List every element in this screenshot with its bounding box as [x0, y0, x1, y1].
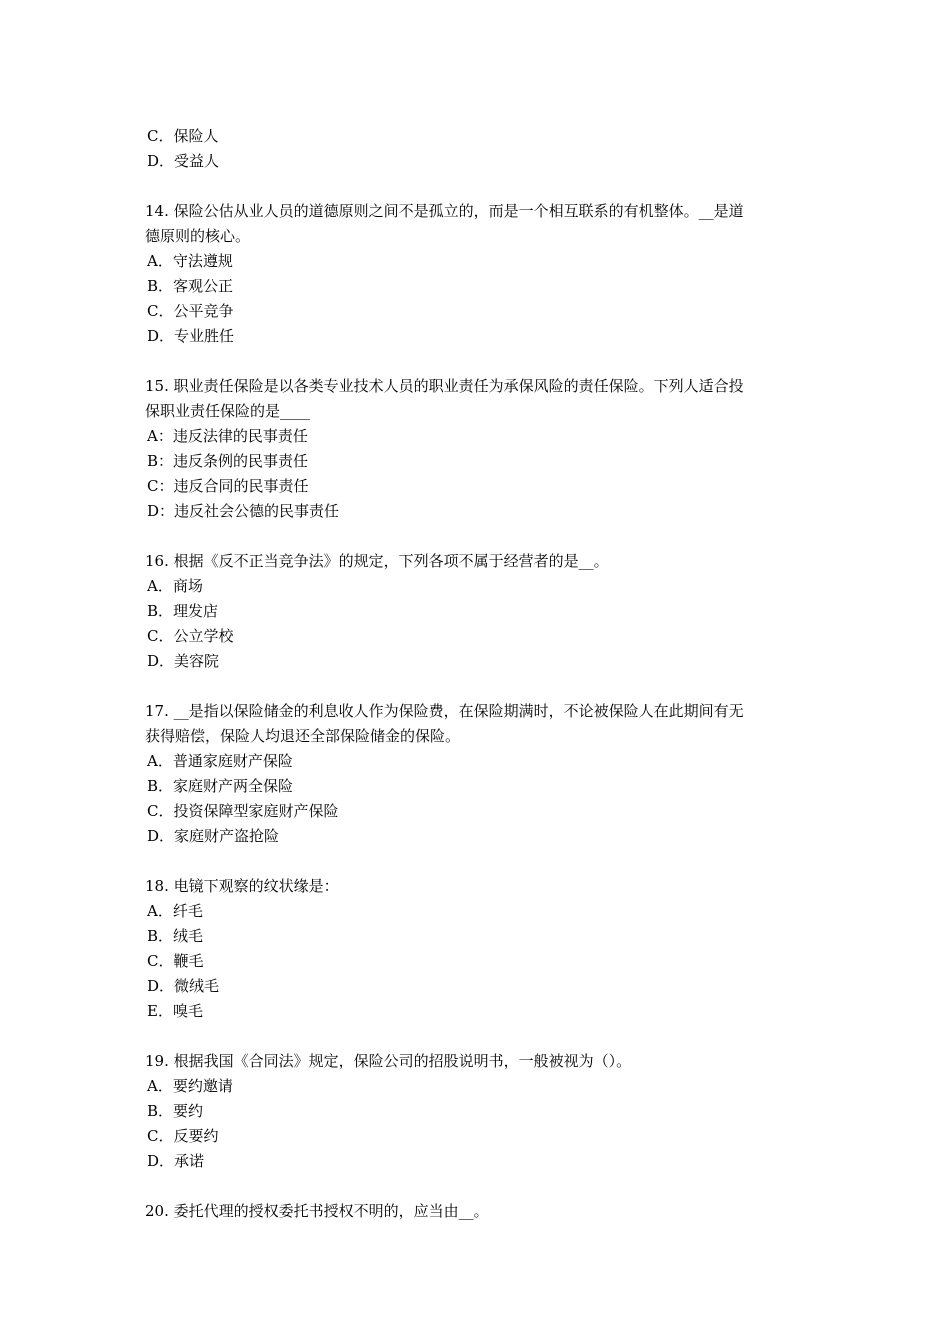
question-stem: 18. 电镜下观察的纹状缘是：: [145, 877, 339, 895]
question-16: [145, 549, 810, 674]
question-stem: 保职业责任保险的是____: [145, 402, 311, 420]
question-stem: 16. 根据《反不正当竞争法》的规定，下列各项不属于经营者的是__。: [145, 552, 609, 570]
option-line: A：违反法律的民事责任: [147, 427, 308, 445]
option-line: C．公平竞争: [147, 302, 234, 320]
question-19: [145, 1049, 810, 1174]
option-line: C．反要约: [147, 1127, 219, 1145]
option-line: B．绒毛: [147, 927, 204, 945]
option-line: D．专业胜任: [147, 327, 235, 345]
option-line: D．家庭财产盗抢险: [147, 827, 280, 845]
option-line: A．商场: [147, 577, 203, 595]
option-line: E．嗅毛: [147, 1002, 203, 1020]
document-content: [145, 124, 810, 1249]
option-line: C：违反合同的民事责任: [147, 477, 309, 495]
question-stem: 17. __是指以保险储金的利息收人作为保险费，在保险期满时，不论被保险人在此期间有无: [145, 702, 744, 720]
question-stem: 20. 委托代理的授权委托书授权不明的，应当由__。: [145, 1202, 489, 1220]
option-line: D．受益人: [147, 152, 220, 170]
question-stem: 获得赔偿，保险人均退还全部保险储金的保险。: [145, 727, 461, 745]
option-line: A．守法遵规: [147, 252, 233, 270]
question-stem: 14. 保险公估从业人员的道德原则之间不是孤立的，而是一个相互联系的有机整体。__是道: [145, 202, 744, 220]
option-line: A．纤毛: [147, 902, 203, 920]
question-18: [145, 874, 810, 1024]
question-15: [145, 374, 810, 524]
option-line: B：违反条例的民事责任: [147, 452, 309, 470]
option-line: D：违反社会公德的民事责任: [147, 502, 340, 520]
question-20: [145, 1199, 810, 1224]
question-14: [145, 199, 810, 349]
option-line: B．客观公正: [147, 277, 234, 295]
option-line: A．普通家庭财产保险: [147, 752, 293, 770]
option-line: D．美容院: [147, 652, 220, 670]
question-stem: 15. 职业责任保险是以各类专业技术人员的职业责任为承保风险的责任保险。下列人适合投: [145, 377, 744, 395]
question-17: [145, 699, 810, 849]
option-line: C．鞭毛: [147, 952, 204, 970]
leading-options: [145, 124, 810, 174]
option-line: B．家庭财产两全保险: [147, 777, 294, 795]
option-line: B．要约: [147, 1102, 204, 1120]
option-line: C．公立学校: [147, 627, 234, 645]
option-line: D．微绒毛: [147, 977, 220, 995]
option-line: B．理发店: [147, 602, 219, 620]
option-line: D．承诺: [147, 1152, 205, 1170]
option-line: C．保险人: [147, 127, 219, 145]
option-line: A．要约邀请: [147, 1077, 233, 1095]
question-stem: 德原则的核心。: [145, 227, 251, 245]
question-stem: 19. 根据我国《合同法》规定，保险公司的招股说明书，一般被视为（）。: [145, 1052, 632, 1070]
option-line: C．投资保障型家庭财产保险: [147, 802, 339, 820]
